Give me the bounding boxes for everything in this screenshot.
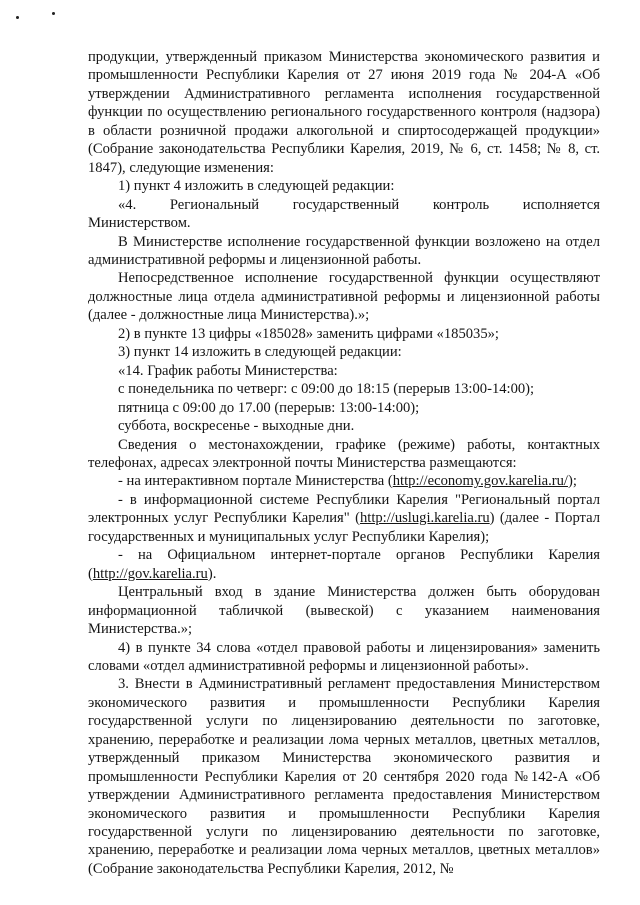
- paragraph: продукции, утвержденный приказом Министерства экономического развития и промышленности Республики Карелия от 27 июня 2019 года № 204-А «Об утверждении Административного регламента исполнения государственной функции по осуществлению регионального государственного контроля (надзора) в области розничной продажи алкогольной и спиртосодержащей продукции» (Собрание законодательства Республики Карелия, 2019, № 6, ст. 1458; № 8, ст. 1847), следующие изменения:: [88, 49, 600, 176]
- bullet-text: - на Официальном интернет-портале органов Республики Карелия (: [88, 547, 600, 582]
- paragraph: 4) в пункте 34 слова «отдел правовой работы и лицензирования» заменить словами «отдел административной реформы и лицензионной работы».: [88, 639, 600, 674]
- document-page: [88, 48, 600, 878]
- paragraph: Центральный вход в здание Министерства должен быть оборудован информационной табличкой (вывеской) с указанием наименования Министерства.»;: [88, 584, 600, 638]
- paragraph: В Министерстве исполнение государственной функции возложено на отдел административной реформы и лицензионной работы.: [88, 233, 600, 268]
- paragraph: 3) пункт 14 изложить в следующей редакции:: [118, 344, 402, 361]
- bullet-text: - на интерактивном портале Министерства (: [118, 473, 393, 490]
- paragraph: пятница с 09:00 до 17.00 (перерыв: 13:00-14:00);: [118, 399, 420, 416]
- paragraph: «14. График работы Министерства:: [118, 362, 338, 379]
- economy-portal-link[interactable]: http://economy.gov.karelia.ru/: [392, 473, 568, 490]
- speck: [16, 16, 19, 19]
- bullet-text: ).: [207, 565, 217, 582]
- bullet-text: ) (далее - Портал государственных и муниципальных услуг Республики Карелия);: [88, 510, 600, 545]
- paragraph: суббота, воскресенье - выходные дни.: [118, 418, 355, 435]
- gov-portal-link[interactable]: http://gov.karelia.ru: [92, 565, 208, 582]
- scan-specks: [8, 10, 68, 24]
- paragraph: 3. Внести в Административный регламент предоставления Министерством экономического развития и промышленности Республики Карелия государственной услуги по лицензированию деятельности по заготовке, хранению, переработке и реализации лома черных металлов, цветных металлов, утвержденный приказом Министерства экономического развития и промышленности Республики Карелия от 20 сентября 2020 года №142-А «Об утверждении Административного регламента предоставления Министерством экономического развития и промышленности Республики Карелия государственной услуги по лицензированию деятельности по заготовке, хранению, переработке и реализации лома черных металлов, цветных металлов» (Собрание законодательства Республики Карелия, 2012, №: [88, 676, 600, 877]
- bullet-uslugi-portal: [88, 491, 600, 546]
- paragraph: 1) пункт 4 изложить в следующей редакции:: [118, 178, 395, 195]
- paragraph: Непосредственное исполнение государственной функции осуществляют должностные лица отдела административной реформы и лицензионной работы (далее - должностные лица Министерства).»;: [88, 270, 600, 324]
- paragraph: «4. Региональный государственный контроль исполняется Министерством.: [88, 196, 600, 232]
- paragraph: 2) в пункте 13 цифры «185028» заменить цифрами «185035»;: [118, 325, 499, 342]
- bullet-text: - в информационной системе Республики Карелия "Региональный портал электронных услуг Республики Карелия" (: [88, 491, 600, 527]
- bullet-text: );: [567, 473, 577, 490]
- paragraph: с понедельника по четверг: с 09:00 до 18:15 (перерыв 13:00-14:00);: [118, 381, 535, 398]
- speck: [52, 12, 55, 15]
- bullet-gov-portal: [88, 546, 600, 583]
- bullet-economy-portal: [88, 472, 600, 490]
- uslugi-portal-link[interactable]: http://uslugi.karelia.ru: [359, 510, 490, 527]
- paragraph: Сведения о местонахождении, графике (режиме) работы, контактных телефонах, адресах электронной почты Министерства размещаются:: [88, 436, 600, 471]
